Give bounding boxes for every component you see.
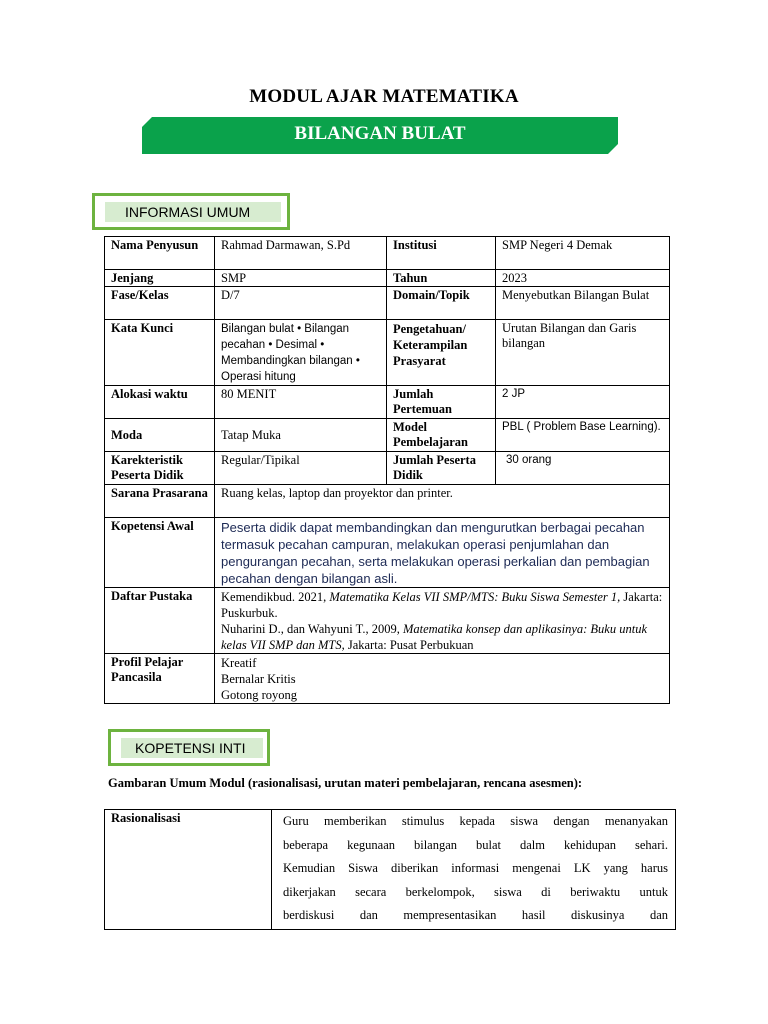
section-informasi-umum: [92, 193, 290, 230]
cell-label: Profil Pelajar Pancasila: [105, 654, 215, 704]
cell-value: Menyebutkan Bilangan Bulat: [496, 287, 670, 320]
cell-value: PBL ( Problem Base Learning).: [496, 419, 670, 452]
rasio-line: Guru memberikan stimulus kepada siswa dengan menanyakan: [283, 814, 668, 828]
cell-label: Jumlah Peserta Didik: [387, 452, 496, 485]
cell-value: 30 orang: [496, 452, 670, 485]
cell-value: SMP: [215, 270, 387, 287]
pustaka-title: Matematika konsep dan aplikasinya: Buku untuk kelas VII SMP dan MTS,: [221, 622, 648, 652]
cell-label: Pengetahuan/ Keterampilan Prasyarat: [387, 320, 496, 386]
cell-label: Model Pembelajaran: [387, 419, 496, 452]
rasio-line: beberapa kegunaan bilangan bulat dalm kehidupan sehari.: [283, 837, 668, 852]
cell-label: Nama Penyusun: [105, 237, 215, 270]
cell-label: Jumlah Pertemuan: [387, 386, 496, 419]
cell-label: Sarana Prasarana: [105, 485, 215, 518]
cell-value: Urutan Bilangan dan Garis bilangan: [496, 320, 670, 386]
cell-label: Institusi: [387, 237, 496, 270]
cell-value: [215, 588, 670, 654]
gambaran-heading: Gambaran Umum Modul (rasionalisasi, urutan materi pembelajaran, rencana asesmen):: [108, 776, 583, 790]
cell-label: Kata Kunci: [105, 320, 215, 386]
pustaka-text: Jakarta: Puskurbuk.: [221, 590, 663, 620]
cell-label: Moda: [105, 419, 215, 452]
cell-label: Tahun: [387, 270, 496, 287]
cell-value: 2 JP: [496, 386, 670, 419]
rasio-line: dikerjakan secara berkelompok, siswa di beriwaktu untuk: [283, 884, 668, 899]
profil-item: Gotong royong: [221, 688, 298, 702]
cell-value: [215, 654, 670, 704]
cell-label: Jenjang: [105, 270, 215, 287]
cell-value: Tatap Muka: [215, 419, 387, 452]
banner-title: BILANGAN BULAT: [294, 123, 466, 144]
rasio-line: Kemudian Siswa diberikan informasi mengenai LK yang harus: [283, 861, 668, 875]
cell-value: 2023: [496, 270, 670, 287]
pustaka-text: Nuharini D., dan Wahyuni T., 2009,: [221, 622, 403, 636]
profil-item: Bernalar Kritis: [221, 672, 296, 686]
cell-label: Alokasi waktu: [105, 386, 215, 419]
section-kopetensi-inti: [108, 729, 270, 766]
cell-label: Domain/Topik: [387, 287, 496, 320]
rasionalisasi-table: [104, 809, 676, 930]
rasio-line: berdiskusi dan mempresentasikan hasil diskusinya dan: [283, 908, 668, 922]
cell-value: Ruang kelas, laptop dan proyektor dan printer.: [215, 485, 670, 518]
pustaka-text: Kemendikbud. 2021,: [221, 590, 330, 604]
cell-label: Daftar Pustaka: [105, 588, 215, 654]
cell-value: 80 MENIT: [215, 386, 387, 419]
pustaka-title: Matematika Kelas VII SMP/MTS: Buku Siswa Semester 1,: [329, 590, 621, 604]
cell-label: Fase/Kelas: [105, 287, 215, 320]
section-label: INFORMASI UMUM: [105, 202, 281, 222]
document-title: MODUL AJAR MATEMATIKA: [249, 86, 519, 107]
info-table: [104, 236, 670, 704]
cell-value: Rahmad Darmawan, S.Pd: [215, 237, 387, 270]
cell-value: SMP Negeri 4 Demak: [496, 237, 670, 270]
profil-item: Kreatif: [221, 656, 257, 670]
cell-value: Peserta didik dapat membandingkan dan mengurutkan berbagai pecahan termasuk pecahan campuran, melakukan operasi penjumlahan dan pengurangan pecahan, serta melakukan operasi perkalian dan pembagian pecahan dengan bilangan asli.: [215, 518, 670, 588]
pustaka-text: Jakarta: Pusat Perbukuan: [344, 638, 474, 652]
cell-label: Kopetensi Awal: [105, 518, 215, 588]
cell-label: Karekteristik Peserta Didik: [105, 452, 215, 485]
cell-label: Rasionalisasi: [105, 810, 272, 930]
cell-value: Bilangan bulat • Bilangan pecahan • Desimal • Membandingkan bilangan • Operasi hitung: [215, 320, 387, 386]
cell-value: [272, 810, 676, 930]
cell-value: D/7: [215, 287, 387, 320]
section-label: KOPETENSI INTI: [121, 738, 263, 758]
cell-value: Regular/Tipikal: [215, 452, 387, 485]
